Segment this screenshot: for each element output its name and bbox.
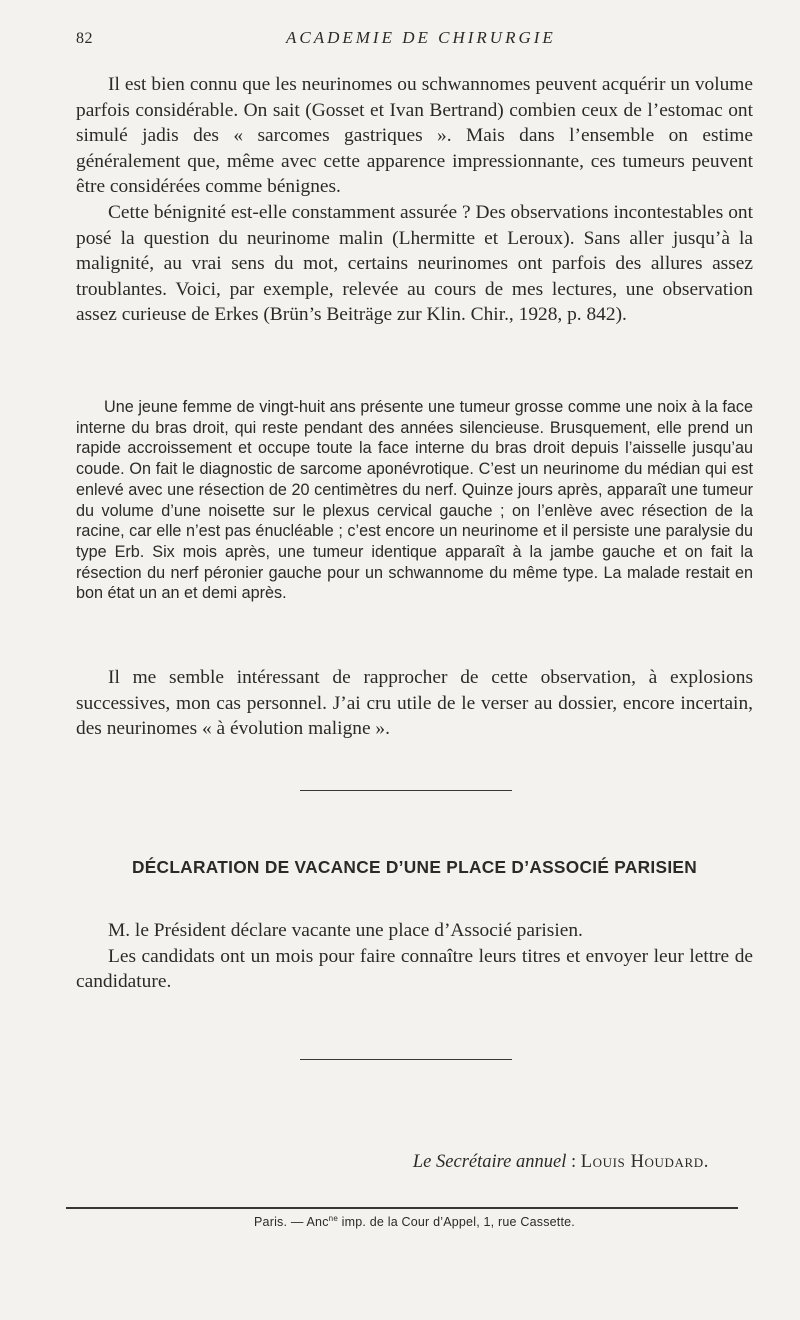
printer-line [76, 1214, 753, 1229]
paragraph: M. le Président déclare vacante une place d’Associé parisien. [108, 920, 583, 941]
printer-superscript: ne [328, 1214, 338, 1223]
divider [300, 1059, 512, 1060]
paragraph: Cette bénignité est-elle constamment assurée ? Des observations incontestables ont posé la question du neurinome malin (Lhermitte et Leroux). Sans aller jusqu’à la malignité, au vrai sens du mot, certains neurinomes ont parfois des allures assez troublantes. Voici, par exemple, relevée au cours de mes lectures, une observation assez curieuse de Erkes (Brün’s Beiträge zur Klin. Chir., 1928, p. 842). [76, 201, 753, 326]
page-header [76, 28, 751, 52]
running-title: ACADEMIE DE CHIRURGIE [286, 28, 556, 47]
signature-separator: : [566, 1152, 581, 1172]
page-number: 82 [76, 30, 93, 47]
divider [300, 790, 512, 791]
paragraph: Il me semble intéressant de rapprocher de cette observation, à explosions successives, mon cas personnel. J’ai cru utile de le verser au dossier, encore incertain, des neurinomes « à évolution maligne ». [76, 667, 753, 740]
announcement-section [76, 918, 753, 995]
paragraph: Les candidats ont un mois pour faire connaître leurs titres et envoyer leur lettre de candidature. [76, 945, 753, 993]
signature-name: Louis Houdard. [580, 1152, 709, 1172]
comment-section [76, 665, 753, 742]
intro-section [76, 72, 753, 328]
signature [413, 1152, 709, 1173]
section-heading: DÉCLARATION DE VACANCE D’UNE PLACE D’ASSOCIÉ PARISIEN [131, 857, 698, 877]
paragraph: Il est bien connu que les neurinomes ou schwannomes peuvent acquérir un volume parfois considérable. On sait (Gosset et Ivan Bertrand) combien ceux de l’estomac ont simulé jadis des « sarcomes gastriques ». Mais dans l’ensemble on estime généralement que, même avec cette apparence impressionnante, ces tumeurs peuvent être considérées comme bénignes. [76, 74, 753, 198]
printer-suffix: imp. de la Cour d’Appel, 1, rue Cassette. [337, 1215, 575, 1230]
footer-divider [66, 1207, 738, 1209]
signature-role: Le Secrétaire annuel [412, 1152, 567, 1172]
case-report: Une jeune femme de vingt-huit ans présente une tumeur grosse comme une noix à la face interne du bras droit, qui reste pendant des années silencieuse. Brusquement, elle prend un rapide accroissement et occupe toute la face interne du bras droit depuis l’aisselle jusqu’au coude. On fait le diagnostic de sarcome aponévrotique. C’est un neurinome du médian qui est enlevé avec une résection de 20 centimètres du nerf. Quinze jours après, apparaît une tumeur du volume d’une noisette sur le plexus cervical gauche ; on l’enlève avec résection de la racine, car elle n’est pas énucléable ; c’est encore un neurinome et il persiste une paralysie du type Erb. Six mois après, une tumeur identique apparaît à la jambe gauche et on fait la résection du nerf péronier gauche pour un schwannome du même type. La malade restait en bon état un an et demi après. [76, 398, 753, 603]
printer-prefix: Paris. — Anc [254, 1215, 329, 1230]
